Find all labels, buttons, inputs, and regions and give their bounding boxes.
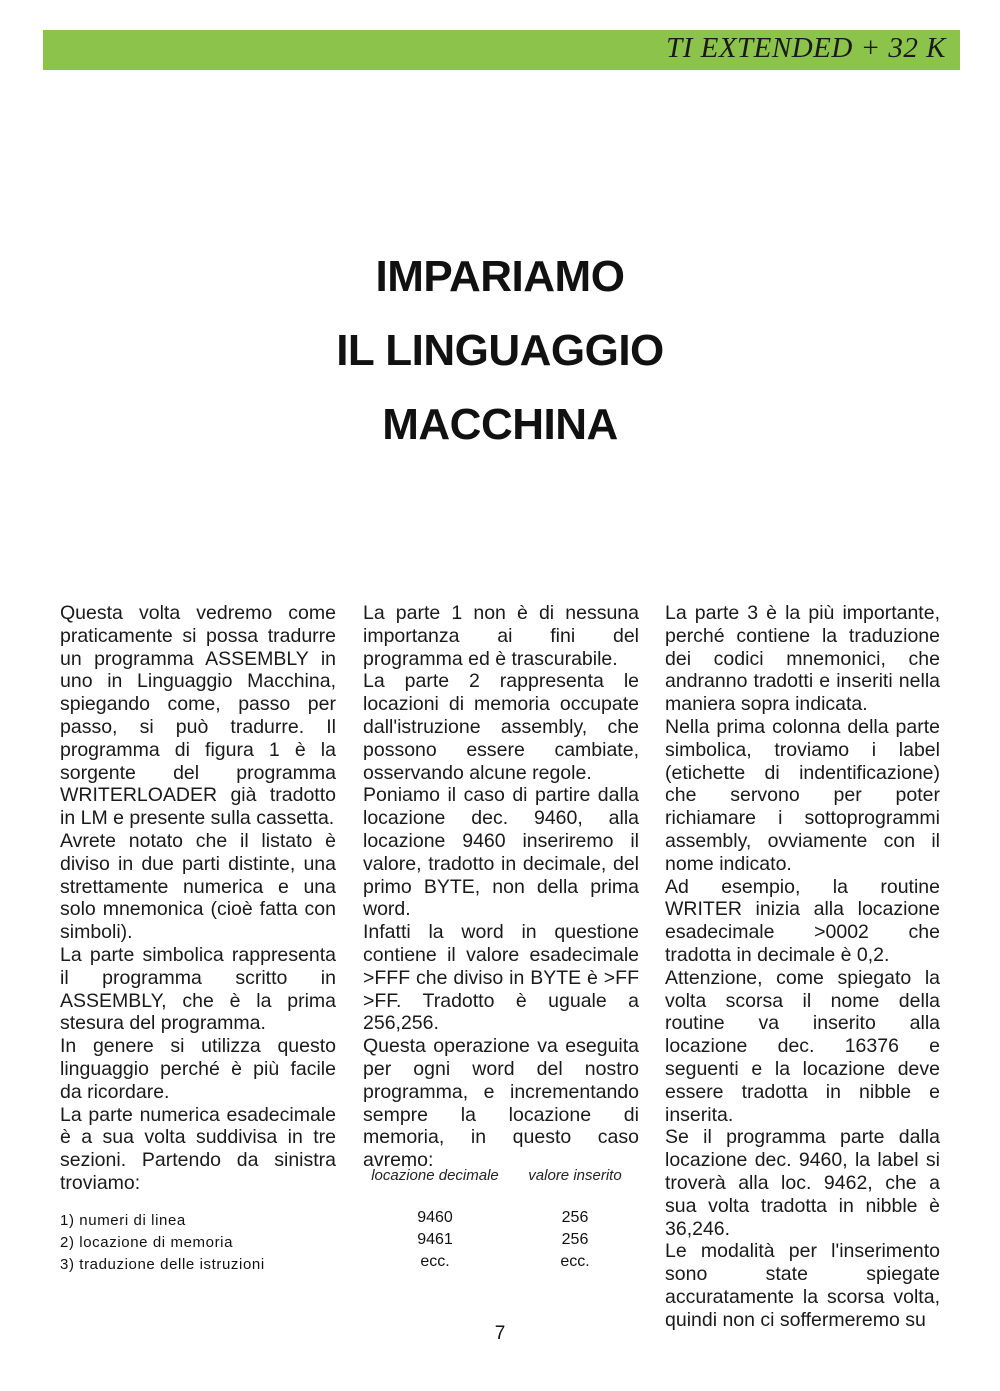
paragraph: Infatti la word in questione contiene il valore esadecimale >FFF che diviso in BYTE è >FF >FF. Tradotto è uguale a 256,256. [363,921,639,1035]
paragraph: La parte simbolica rappresenta il programma scritto in ASSEMBLY, che è la prima stesura del programma. [60,943,336,1035]
numbered-list [60,1210,340,1276]
table-row [370,1207,640,1229]
paragraph: In genere si utilizza questo linguaggio perché è più facile da ricordare. [60,1035,336,1103]
list-item: 2) locazione di memoria [60,1234,234,1251]
table-cell: 256 [561,1231,589,1248]
paragraph: La parte 2 rappresenta le locazioni di memoria occupate dall'istruzione assembly, che possono essere cambiate, osservando alcune regole. [363,670,639,784]
paragraph: Attenzione, come spiegato la volta scorsa il nome della routine va inserito alla locazione dec. 16376 e seguenti e la locazione deve essere tradotta in nibble e inserita. [665,966,940,1126]
table-header-cell: valore inserito [528,1167,622,1184]
table-header-cell: locazione decimale [371,1167,499,1184]
paragraph: Avrete notato che il listato è diviso in due parti distinte, una strettamente numerica e una solo mnemonica (cioè fatta con simboli). [60,829,336,944]
table-cell: 256 [561,1209,589,1226]
table-cell: 9461 [417,1231,453,1248]
title-line: IL LINGUAGGIO [336,326,664,375]
paragraph: Le modalità per l'inserimento sono state spiegate accuratamente la scorsa volta, quindi non ci soffermeremo su [665,1240,940,1331]
table-cell: ecc. [420,1253,450,1270]
paragraph: La parte numerica esadecimale è a sua volta suddivisa in tre sezioni. Partendo da sinistra troviamo: [60,1103,336,1194]
list-item: 1) numeri di linea [60,1212,186,1229]
text-column-2 [363,602,639,1172]
paragraph: La parte 3 è la più importante, perché contiene la traduzione dei codici mnemonici, che andranno tradotti e inseriti nella maniera sopra indicata. [665,602,940,716]
paragraph: Questa operazione va eseguita per ogni word del nostro programma, e incrementando sempre la locazione di memoria, in questo caso avremo: [363,1035,639,1172]
header-bar [43,30,960,70]
page-number: 7 [494,1323,506,1344]
table-cell: ecc. [560,1253,590,1270]
table-row [370,1229,640,1251]
text-column-3 [665,602,940,1332]
paragraph: La parte 1 non è di nessuna importanza ai fini del programma ed è trascurabile. [363,602,639,670]
paragraph: Ad esempio, la routine WRITER inizia alla locazione esadecimale >0002 che tradotta in decimale è 0,2. [665,875,940,966]
header-title: TI EXTENDED + 32 K [666,32,946,64]
title-line: IMPARIAMO [375,252,625,301]
memory-table [370,1167,640,1273]
table-cell: 9460 [417,1209,453,1226]
text-column-1 [60,602,336,1195]
paragraph: Nella prima colonna della parte simbolica, troviamo i label (etichette di indentificazione) che servono per poter richiamare i sottoprogrammi assembly, ovviamente con il nome indicato. [665,715,940,875]
list-item: 3) traduzione delle istruzioni [60,1256,265,1273]
paragraph: Se il programma parte dalla locazione dec. 9460, la label si troverà alla loc. 9462, che a sua volta tradotta in nibble è 36,246. [665,1126,940,1240]
title-line: MACCHINA [382,400,618,449]
article-title [0,240,1000,462]
table-row [370,1251,640,1273]
paragraph: Poniamo il caso di partire dalla locazione dec. 9460, alla locazione 9460 inseriremo il valore, tradotto in decimale, del primo BYTE, non della prima word. [363,784,639,921]
table-header [370,1167,640,1207]
paragraph: Questa volta vedremo come praticamente si possa tradurre un programma ASSEMBLY in uno in Linguaggio Macchina, spiegando come, passo per passo, si può tradurre. Il programma di figura 1 è la sorgente del programma WRITERLOADER già tradotto in LM e presente sulla cassetta. [60,602,336,830]
